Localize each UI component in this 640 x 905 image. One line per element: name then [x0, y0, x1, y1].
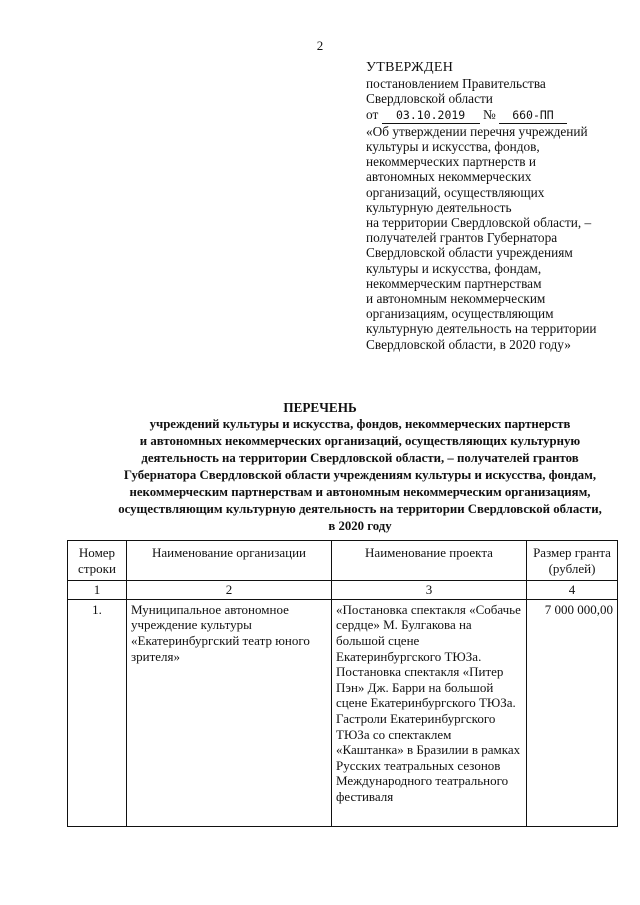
resolution-title-line: некоммерческим партнерствам: [366, 275, 542, 291]
project-name: «Постановка спектакля «Собачье сердце» М. Булгакова на большой сцене Екатеринбургского ТЮЗа. Постановка спектакля «Питер Пэн» Дж. Барри на большой сцене Екатеринбургского ТЮЗа. Гастроли Екатеринбургского ТЮЗа со спектаклем «Каштанка» в Бразилии в рамках Русских театральных сезонов Международного театрального фестиваля: [332, 599, 527, 826]
resolution-date: 03.10.2019: [382, 108, 480, 124]
table-row: [68, 599, 618, 826]
resolution-number: 660-ПП: [499, 108, 567, 124]
resolution-title-line: получателей грантов Губернатора: [366, 230, 558, 246]
document-title: ПЕРЕЧЕНЬ: [283, 400, 357, 415]
number-prefix: №: [482, 106, 496, 122]
resolution-title-line: «Об утверждении перечня учреждений: [366, 123, 588, 139]
document-heading-line: в 2020 году: [328, 519, 392, 533]
page-number: 2: [316, 38, 324, 53]
resolution-title-line: на территории Свердловской области, –: [366, 215, 592, 231]
column-number: 4: [527, 581, 618, 600]
resolution-title-line: автономных некоммерческих: [366, 169, 532, 185]
date-prefix: от: [366, 106, 379, 122]
header-organization: Наименование организации: [127, 541, 332, 581]
header-project: Наименование проекта: [332, 541, 527, 581]
resolution-title-line: Свердловской области учреждениям: [366, 245, 573, 261]
resolution-title-line: Свердловской области, в 2020 году»: [366, 336, 571, 352]
row-number: 1.: [68, 599, 127, 826]
header-row-number: Номер строки: [68, 541, 127, 581]
resolution-title-line: некоммерческих партнерств и: [366, 154, 537, 170]
column-number-row: [68, 581, 618, 600]
resolution-title-line: и автономным некоммерческим: [366, 291, 546, 307]
table-header-row: [68, 541, 618, 581]
grant-amount: 7 000 000,00: [527, 599, 618, 826]
header-grant: Размер гранта (рублей): [527, 541, 618, 581]
document-heading-line: учреждений культуры и искусства, фондов, некоммерческих партнерств: [149, 417, 571, 431]
column-number: 3: [332, 581, 527, 600]
resolution-title-line: культурную деятельность: [366, 199, 512, 215]
document-heading-line: некоммерческим партнерствам и автономным некоммерческим организациям,: [129, 485, 591, 499]
document-heading-line: Губернатора Свердловской области учреждениям культуры и искусства, фондам,: [123, 468, 597, 482]
organization-name: Муниципальное автономное учреждение культуры «Екатеринбургский театр юного зрителя»: [127, 599, 332, 826]
grants-table: [67, 540, 618, 827]
document-heading-line: деятельность на территории Свердловской области, – получателей грантов: [141, 451, 579, 465]
approval-date-line: [366, 107, 626, 124]
column-number: 2: [127, 581, 332, 600]
approval-line-1: постановлением Правительства: [366, 76, 546, 92]
resolution-title-line: культуры и искусства, фондов,: [366, 139, 540, 155]
resolution-title: [366, 124, 626, 352]
approval-block: [366, 60, 626, 352]
resolution-title-line: организациям, осуществляющим: [366, 306, 554, 322]
approval-heading: УТВЕРЖДЕН: [366, 60, 454, 75]
resolution-title-line: культуры и искусства, фондам,: [366, 260, 542, 276]
document-heading-line: осуществляющим культурную деятельность на территории Свердловской области,: [118, 502, 602, 516]
resolution-title-line: культурную деятельность на территории: [366, 321, 597, 337]
document-heading-line: и автономных некоммерческих организаций, осуществляющих культурную: [139, 434, 581, 448]
document-heading: [60, 416, 640, 535]
resolution-title-line: организаций, осуществляющих: [366, 184, 545, 200]
column-number: 1: [68, 581, 127, 600]
approval-line-2: Свердловской области: [366, 91, 493, 107]
